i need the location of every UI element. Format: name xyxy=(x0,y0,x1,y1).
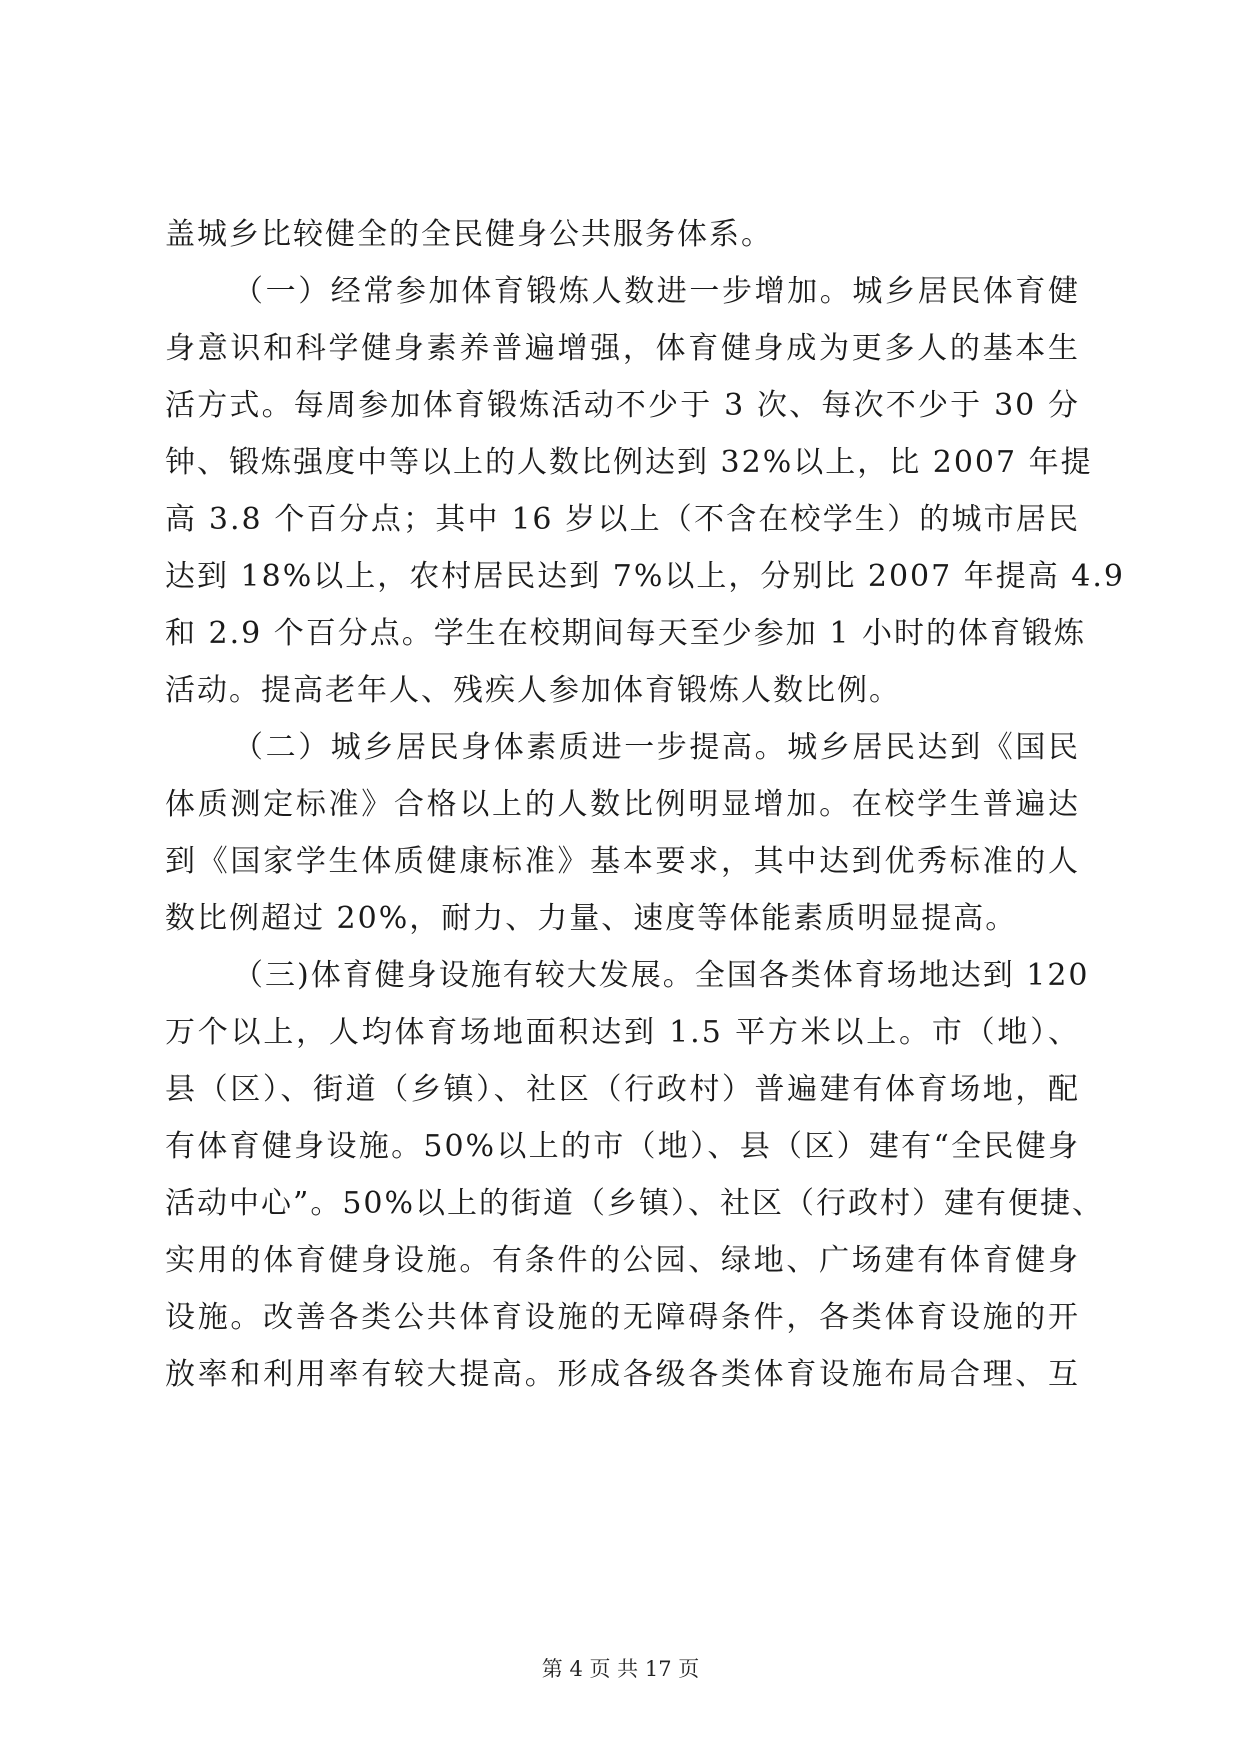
text-line-7: 达到 18%以上，农村居民达到 7%以上，分别比 2007 年提高 4.9 xyxy=(165,559,1126,594)
text-line-14: （三)体育健身设施有较大发展。全国各类体育场地达到 120 xyxy=(233,958,1090,993)
text-line-9: 活动。提高老年人、残疾人参加体育锻炼人数比例。 xyxy=(165,673,901,708)
text-line-21: 放率和利用率有较大提高。形成各级各类体育设施布局合理、互 xyxy=(165,1357,1080,1392)
text-line-4: 活方式。每周参加体育锻炼活动不少于 3 次、每次不少于 30 分 xyxy=(165,388,1080,423)
text-line-6: 高 3.8 个百分点；其中 16 岁以上（不含在校学生）的城市居民 xyxy=(165,502,1080,537)
text-line-20: 设施。改善各类公共体育设施的无障碍条件，各类体育设施的开 xyxy=(165,1300,1080,1335)
text-line-8: 和 2.9 个百分点。学生在校期间每天至少参加 1 小时的体育锻炼 xyxy=(165,616,1086,651)
text-line-11: 体质测定标准》合格以上的人数比例明显增加。在校学生普遍达 xyxy=(165,787,1080,822)
text-line-5: 钟、锻炼强度中等以上的人数比例达到 32%以上，比 2007 年提 xyxy=(165,445,1093,480)
text-line-13: 数比例超过 20%，耐力、力量、速度等体能素质明显提高。 xyxy=(165,901,1018,936)
page-number-footer: 第 4 页 共 17 页 xyxy=(541,1657,700,1681)
text-line-2: （一）经常参加体育锻炼人数进一步增加。城乡居民体育健 xyxy=(233,274,1080,309)
text-line-16: 县（区）、街道（乡镇）、社区（行政村）普遍建有体育场地，配 xyxy=(165,1072,1080,1107)
text-line-3: 身意识和科学健身素养普遍增强，体育健身成为更多人的基本生 xyxy=(165,331,1080,366)
text-line-10: （二）城乡居民身体素质进一步提高。城乡居民达到《国民 xyxy=(233,730,1080,765)
text-line-17: 有体育健身设施。50%以上的市（地）、县（区）建有“全民健身 xyxy=(165,1129,1080,1164)
text-line-15: 万个以上，人均体育场地面积达到 1.5 平方米以上。市（地）、 xyxy=(165,1015,1080,1050)
text-line-1: 盖城乡比较健全的全民健身公共服务体系。 xyxy=(165,217,773,252)
text-line-12: 到《国家学生体质健康标准》基本要求，其中达到优秀标准的人 xyxy=(165,844,1080,879)
text-line-19: 实用的体育健身设施。有条件的公园、绿地、广场建有体育健身 xyxy=(165,1243,1080,1278)
text-line-18: 活动中心”。50%以上的街道（乡镇）、社区（行政村）建有便捷、 xyxy=(165,1186,1105,1221)
